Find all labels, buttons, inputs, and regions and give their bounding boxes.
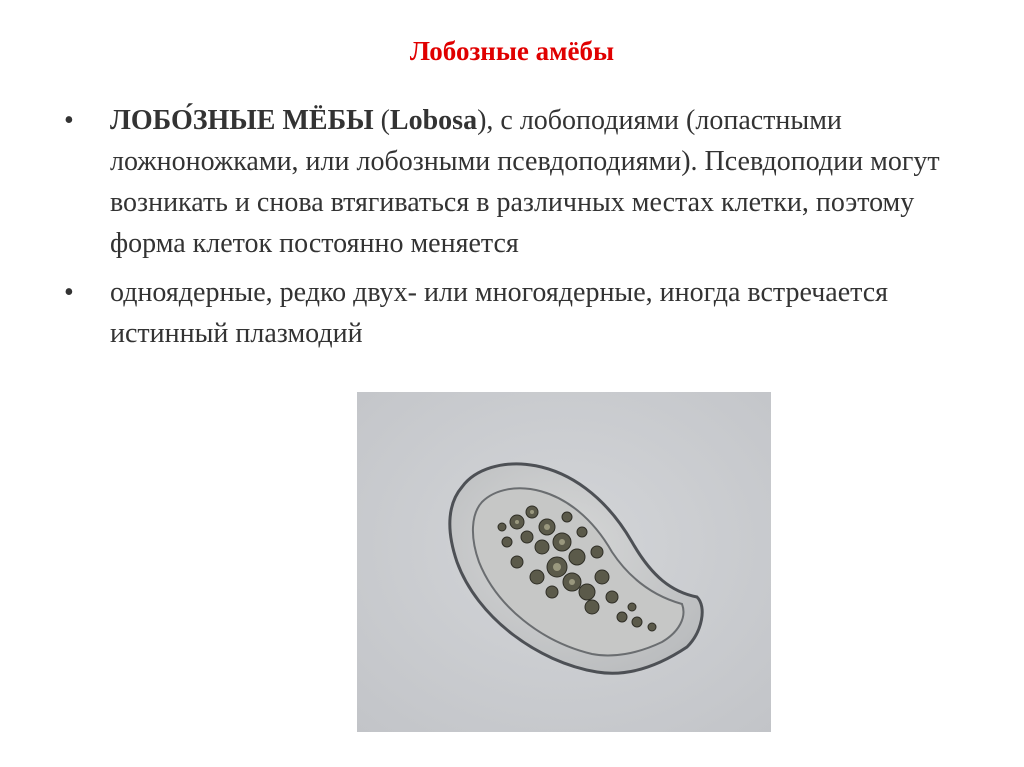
bullet-item-nuclei — [64, 272, 944, 354]
bullet-text: одноядерные, редко двух- или многоядерные, иногда встречается истинный плазмодий — [110, 277, 889, 349]
bullet-description: ), с лобоподиями (лопастными ложноножками, или лобозными псевдоподиями). Псевдоподии могут возникать и снова втягиваться в различных местах клетки, поэтому форма клеток постоянно меняется — [110, 105, 940, 259]
amoeba-illustration — [357, 392, 771, 732]
bullet-marker: • — [64, 277, 74, 308]
bullet-list — [64, 100, 944, 362]
amoeba-micrograph — [357, 392, 771, 732]
bullet-latin-name: Lobosa — [389, 105, 478, 136]
bullet-term: ЛОБО́ЗНЫЕ МЁБЫ — [110, 105, 374, 136]
bullet-item-lobosa — [64, 100, 944, 264]
bullet-open-paren: ( — [373, 105, 390, 136]
slide-title: Лобозные амёбы — [409, 36, 615, 66]
bullet-marker: • — [64, 105, 74, 136]
